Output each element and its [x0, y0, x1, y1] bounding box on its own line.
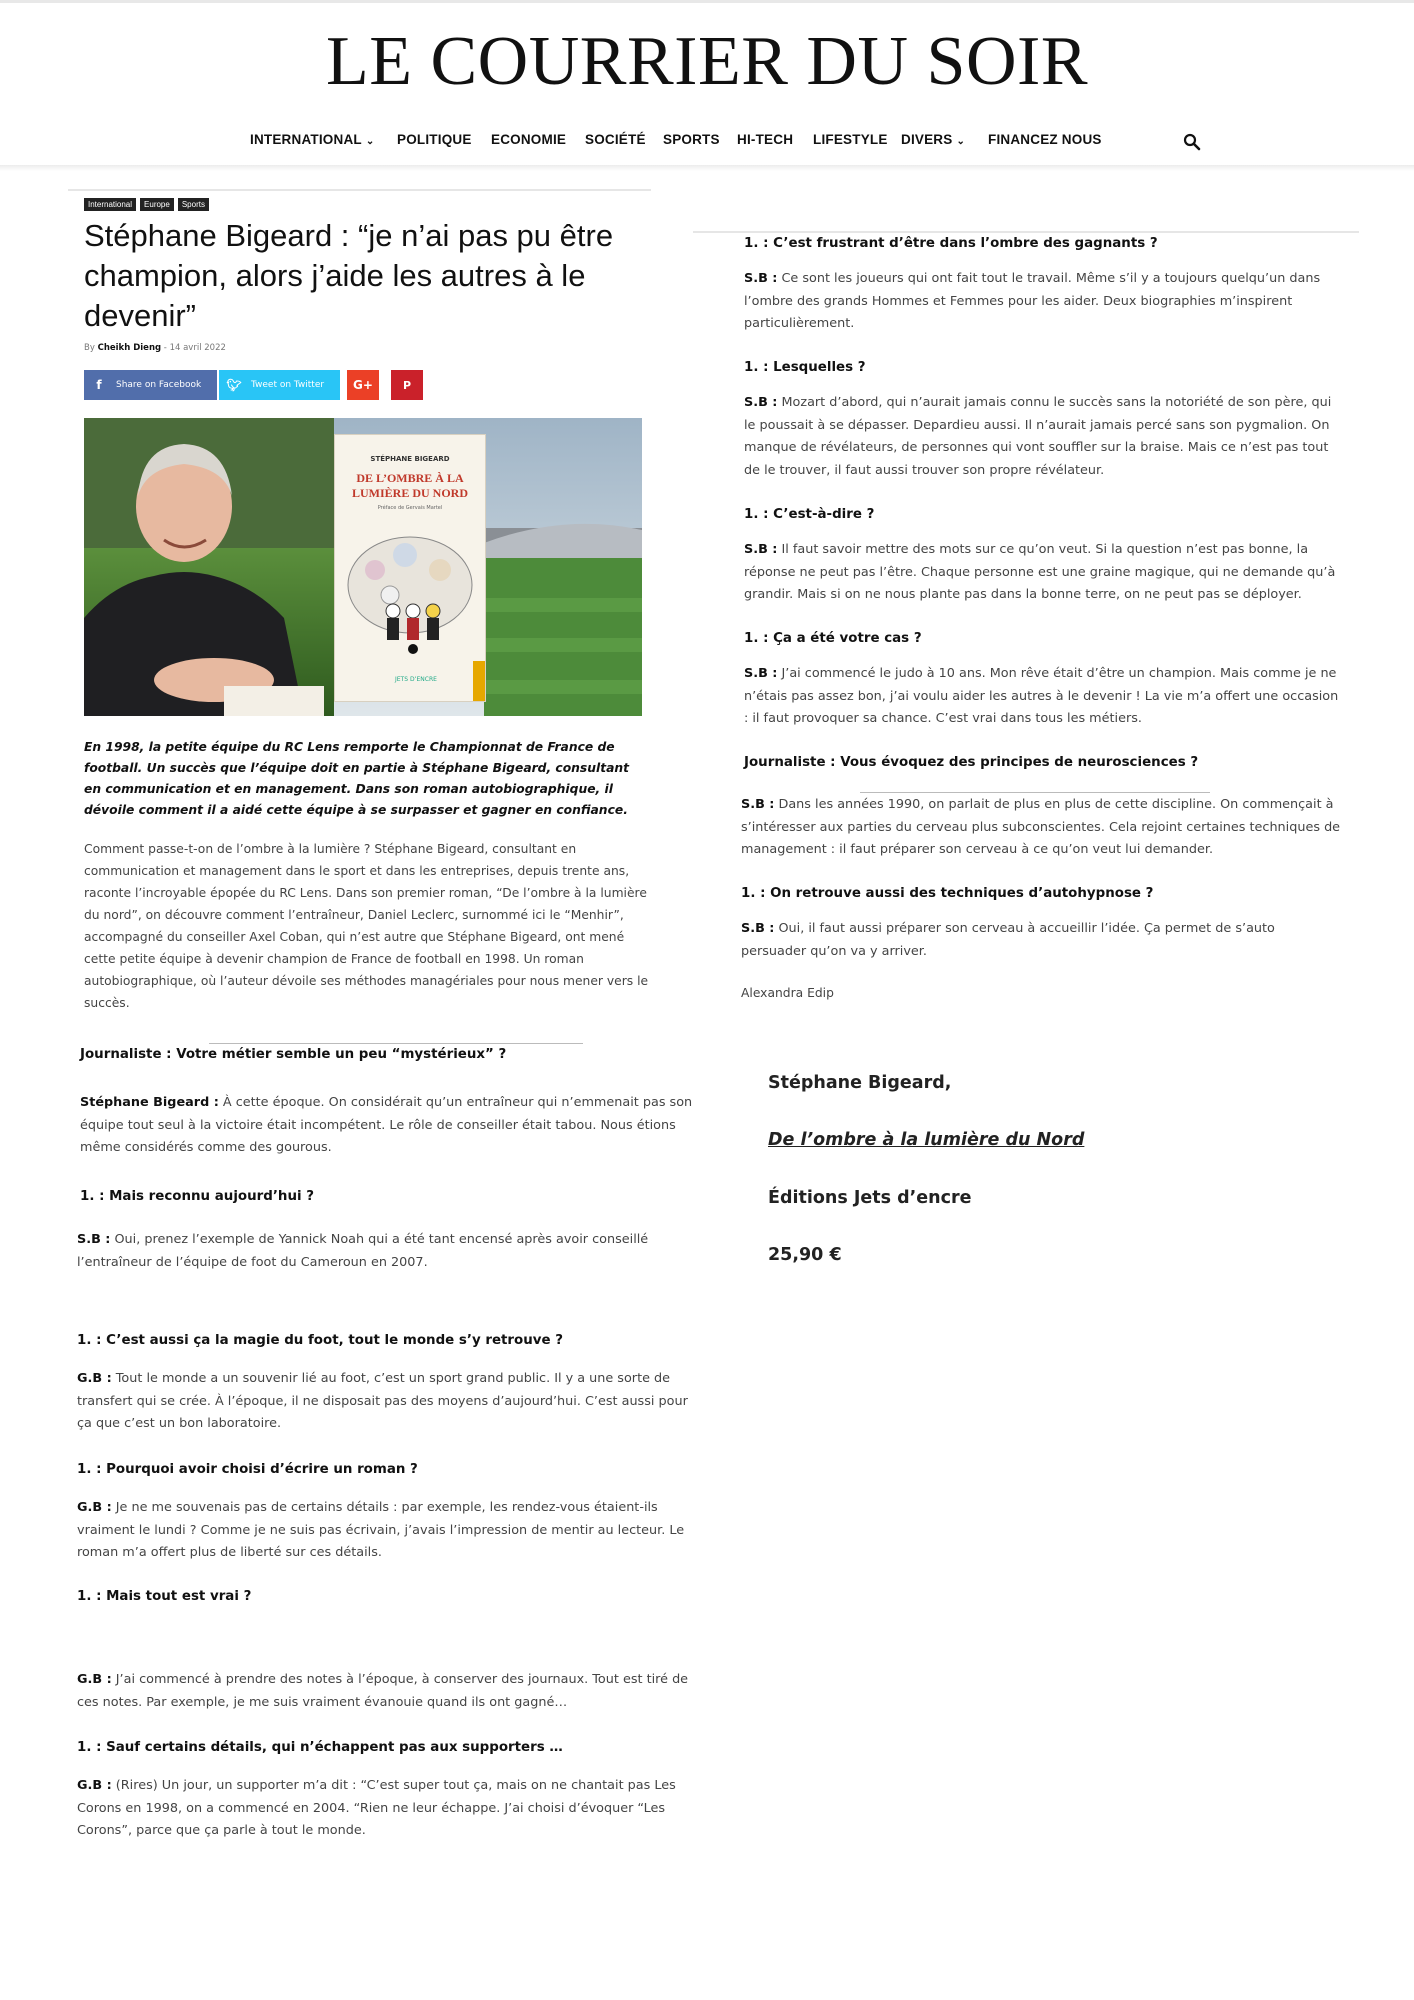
nav-item-hitech[interactable]: HI-TECH: [737, 132, 794, 147]
answer: S.B : Mozart d’abord, qui n’aurait jamais connu le succès sans la notoriété de son père, qui le poussait à se dépasser. Depardieu aussi. Il n’aurait jamais percé sans son pygmalion. On manque de révélateurs, de personnes qui vont souffler sur la braise. Mais ce n’est pas tout de le trouver, il faut aussi trouver son propre révélateur.: [744, 395, 1332, 478]
header-divider: [0, 165, 1414, 171]
main-nav: [0, 132, 1414, 156]
article-lead: En 1998, la petite équipe du RC Lens remporte le Championnat de France de football. Un succès que l’équipe doit en partie à Stéphane Bigeard, consultant en communication et en management. Dans son roman autobiographique, il dévoile comment il a aidé cette équipe à se surpasser et gagner en confiance.: [84, 740, 630, 817]
author-link[interactable]: Cheikh Dieng: [97, 343, 162, 353]
question: 1. : Pourquoi avoir choisi d’écrire un roman ?: [77, 1462, 418, 1477]
answer: S.B : Ce sont les joueurs qui ont fait tout le travail. Même s’il y a toujours quelqu’un dans l’ombre des grands Hommes et Femmes pour les aider. Deux biographies m’inspirent particulièrement.: [744, 271, 1321, 331]
share-pinterest-button[interactable]: P: [391, 370, 423, 400]
question: Journaliste : Vous évoquez des principes de neurosciences ?: [744, 755, 1199, 770]
right-column-rule: [693, 231, 1359, 233]
answer: S.B : Oui, prenez l’exemple de Yannick Noah qui a été tant encensé après avoir conseillé l’entraîneur de l’équipe de foot du Cameroun en 2007.: [77, 1232, 649, 1270]
article-title: Stéphane Bigeard : “je n’ai pas pu être champion, alors j’aide les autres à le devenir”: [84, 218, 614, 333]
byline: By Cheikh Dieng - 14 avril 2022: [84, 343, 226, 353]
tag-europe[interactable]: Europe: [140, 198, 174, 211]
nav-item-sports[interactable]: SPORTS: [663, 132, 720, 147]
question: 1. : Sauf certains détails, qui n’échappent pas aux supporters …: [77, 1740, 563, 1755]
search-icon[interactable]: [1183, 133, 1201, 151]
question: 1. : C’est-à-dire ?: [744, 507, 875, 522]
article-intro: Comment passe-t-on de l’ombre à la lumière ? Stéphane Bigeard, consultant en communication et management dans le sport et dans les entreprises, depuis trente ans, raconte l’incroyable épopée du RC Lens. Dans son premier roman, “De l’ombre à la lumière du nord”, on découvre comment l’entraîneur, Daniel Leclerc, surnommé ici le “Menhir”, accompagné du conseiller Axel Coban, qui n’est autre que Stéphane Bigeard, ont mené cette petite équipe à devenir champion de France de football en 1998. Un roman autobiographique, où l’auteur dévoile ses méthodes managériales pour nous mener vers le succès.: [84, 842, 649, 1010]
nav-item-divers[interactable]: DIVERS ⌄: [901, 132, 966, 147]
chevron-down-icon: ⌄: [956, 136, 966, 147]
twitter-icon: 🐦︎: [226, 378, 242, 392]
question: 1. : Ça a été votre cas ?: [744, 631, 922, 646]
article-photo: [84, 418, 642, 716]
nav-item-international[interactable]: INTERNATIONAL ⌄: [250, 132, 375, 147]
book-publisher: Éditions Jets d’encre: [768, 1188, 972, 1208]
question: Journaliste : Votre métier semble un peu “mystérieux” ?: [80, 1047, 507, 1062]
book-cover: STÉPHANE BIGEARD DE L’OMBRE À LA LUMIÈRE DU NORD Préface de Gervais Martel JETS D’ENCRE: [334, 434, 486, 702]
book-illustration: [335, 515, 485, 665]
question: 1. : On retrouve aussi des techniques d’autohypnose ?: [741, 886, 1154, 901]
answer: S.B : Dans les années 1990, on parlait de plus en plus de cette discipline. On commençait à s’intéresser aux parties du cerveau plus subconscientes. Cela rejoint certaines techniques de management : il faut préparer son cerveau à ce qu’on veut lui demander.: [741, 797, 1341, 857]
share-twitter-button[interactable]: 🐦︎ Tweet on Twitter: [219, 370, 340, 400]
nav-item-economie[interactable]: ECONOMIE: [491, 132, 567, 147]
answer: G.B : J’ai commencé à prendre des notes à l’époque, à conserver des journaux. Tout est tiré de ces notes. Par exemple, je me suis vraiment évanouie quand ils ont gagné…: [77, 1672, 689, 1710]
nav-item-societe[interactable]: SOCIÉTÉ: [585, 132, 646, 147]
site-masthead[interactable]: LE COURRIER DU SOIR: [325, 23, 1089, 100]
category-tags: [84, 192, 213, 211]
question: 1. : Mais tout est vrai ?: [77, 1589, 252, 1604]
publish-date: 14 avril 2022: [169, 343, 226, 353]
separator-rule: [209, 1043, 583, 1044]
left-column-rule: [68, 189, 651, 191]
answer: G.B : Je ne me souvenais pas de certains détails : par exemple, les rendez-vous étaient-ils vraiment le lundi ? Comme je ne suis pas écrivain, j’avais l’impression de mentir au lecteur. Le roman m’a offert plus de liberté sur ces détails.: [77, 1500, 685, 1560]
question: 1. : C’est aussi ça la magie du foot, tout le monde s’y retrouve ?: [77, 1333, 564, 1348]
question: 1. : Lesquelles ?: [744, 360, 866, 375]
question: 1. : Mais reconnu aujourd’hui ?: [80, 1189, 315, 1204]
answer: S.B : Il faut savoir mettre des mots sur ce qu’on veut. Si la question n’est pas bonne, la réponse ne peut pas l’être. Chaque personne est une graine magique, qui ne demande qu’à grandir. Mais si on ne nous plante pas dans la bonne terre, on ne peut pas se déployer.: [744, 542, 1336, 602]
article-signature: Alexandra Edip: [741, 986, 834, 1000]
share-google-button[interactable]: G+: [347, 370, 379, 400]
tag-sports[interactable]: Sports: [178, 198, 209, 211]
share-facebook-button[interactable]: f Share on Facebook: [84, 370, 217, 400]
book-spine: [473, 661, 485, 701]
book-price: 25,90 €: [768, 1245, 842, 1265]
question: 1. : C’est frustrant d’être dans l’ombre des gagnants ?: [744, 236, 1158, 251]
nav-item-financez-nous[interactable]: FINANCEZ NOUS: [988, 132, 1102, 147]
answer: G.B : Tout le monde a un souvenir lié au foot, c’est un sport grand public. Il y a une sorte de transfert qui se crée. À l’époque, il ne disposait pas des moyens d’aujourd’hui. C’est aussi pour ça que c’est un bon laboratoire.: [77, 1371, 688, 1431]
answer: Stéphane Bigeard : À cette époque. On considérait qu’un entraîneur qui n’emmenait pas son équipe tout seul à la victoire était incompétent. Le rôle de conseiller était tabou. Nous étions même considérés comme des gourous.: [80, 1095, 693, 1155]
top-border: [0, 0, 1414, 3]
chevron-down-icon: ⌄: [365, 136, 375, 147]
separator-rule: [860, 792, 1210, 793]
answer: S.B : Oui, il faut aussi préparer son cerveau à accueillir l’idée. Ça permet de s’auto persuader qu’on va y arriver.: [741, 921, 1275, 959]
answer: S.B : J’ai commencé le judo à 10 ans. Mon rêve était d’être un champion. Mais comme je ne n’étais pas assez bon, j’ai voulu aider les autres à le devenir ! La vie m’a offert une occasion : il faut provoquer sa chance. C’est vrai dans tous les métiers.: [744, 666, 1339, 726]
book-title-link[interactable]: De l’ombre à la lumière du Nord: [768, 1130, 1085, 1150]
tag-international[interactable]: International: [84, 198, 136, 211]
nav-item-politique[interactable]: POLITIQUE: [397, 132, 472, 147]
book-author: Stéphane Bigeard,: [768, 1073, 952, 1093]
facebook-icon: f: [96, 378, 102, 392]
answer: G.B : (Rires) Un jour, un supporter m’a dit : “C’est super tout ça, mais on ne chantait pas Les Corons en 1998, on a commencé en 2004. “Rien ne leur échappe. J’ai choisi d’évoquer “Les Corons”, parce que ça parle à tout le monde.: [77, 1778, 676, 1838]
nav-item-lifestyle[interactable]: LIFESTYLE: [813, 132, 888, 147]
